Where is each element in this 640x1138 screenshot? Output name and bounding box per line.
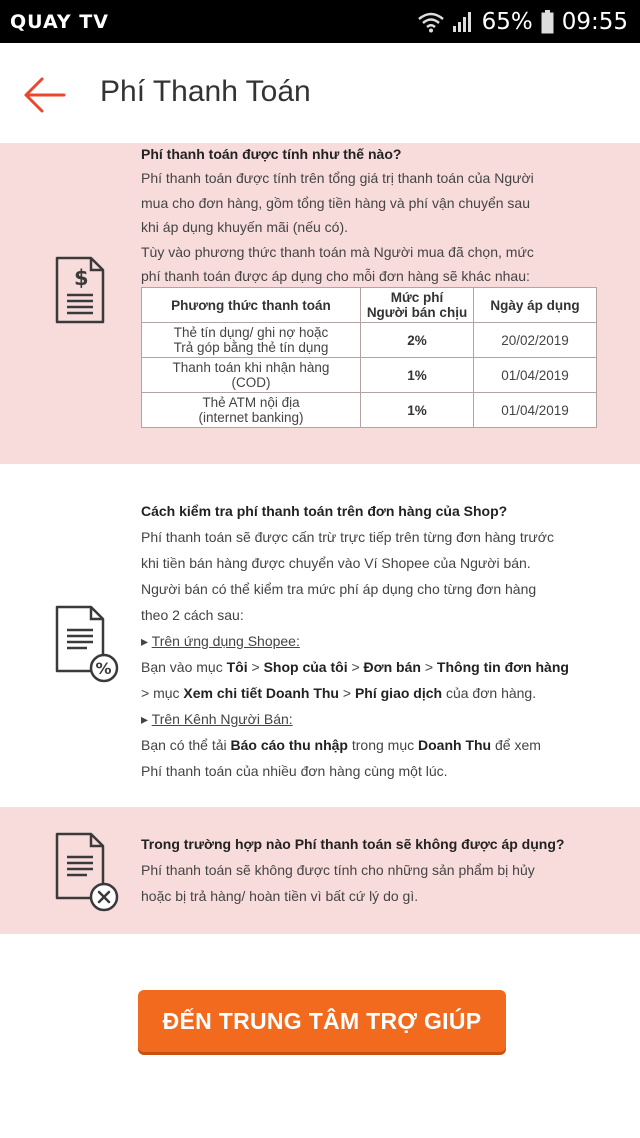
path-text: > mục [141, 685, 184, 701]
cell-method-line2: Trả góp bằng thẻ tín dụng [173, 340, 329, 355]
path-bold: Thông tin đơn hàng [436, 659, 569, 675]
cell-method [142, 323, 361, 358]
help-center-button[interactable]: ĐẾN TRUNG TÂM TRỢ GIÚP [138, 990, 506, 1052]
back-button[interactable] [22, 73, 66, 117]
cell-method-line1: Thanh toán khi nhận hàng [172, 360, 330, 375]
cell-method [142, 358, 361, 393]
clock: 09:55 [561, 9, 628, 35]
table-row [142, 323, 597, 358]
col-header-fee-line2: Người bán chịu [366, 305, 468, 320]
section1-line: Tùy vào phương thức thanh toán mà Người mua đã chọn, mức [141, 243, 534, 260]
cell-method-line1: Thẻ ATM nội địa [202, 395, 300, 410]
path-text: > [247, 659, 264, 675]
path-text: để xem [491, 737, 541, 753]
cell-fee: 2% [361, 323, 474, 358]
exception-section [0, 807, 640, 934]
path-text: Bạn vào mục [141, 659, 227, 675]
method-seller-path [141, 732, 569, 758]
cell-fee: 1% [361, 358, 474, 393]
cell-date: 20/02/2019 [474, 323, 597, 358]
app-logo: QUAY TV [10, 11, 109, 33]
col-header-fee [361, 288, 474, 323]
path-text: Bạn có thể tải [141, 737, 231, 753]
path-text: > [347, 659, 364, 675]
cell-method-line2: (internet banking) [198, 410, 304, 425]
section1-line: phí thanh toán được áp dụng cho mỗi đơn hàng sẽ khác nhau: [141, 268, 530, 285]
table-header-row [142, 288, 597, 323]
section3-heading: Trong trường hợp nào Phí thanh toán sẽ không được áp dụng? [141, 836, 565, 852]
section2-heading: Cách kiểm tra phí thanh toán trên đơn hàng của Shop? [141, 503, 508, 519]
cell-fee: 1% [361, 393, 474, 428]
path-text: trong mục [347, 737, 418, 753]
section1-line: khi áp dụng khuyến mãi (nếu có). [141, 219, 349, 236]
section1-text [141, 142, 534, 288]
section2-line: khi tiền bán hàng được chuyển vào Ví Shopee của Người bán. [141, 555, 531, 571]
section2-text [141, 498, 569, 784]
back-arrow-icon [22, 73, 66, 117]
path-bold: Doanh Thu [418, 737, 492, 753]
path-bold: Tôi [226, 659, 248, 675]
fee-table [141, 287, 597, 428]
table-row [142, 358, 597, 393]
status-bar [0, 0, 640, 43]
fee-calculation-section [0, 143, 640, 464]
method-app [141, 628, 569, 654]
path-bold: Đơn bán [363, 659, 421, 675]
method-app-title: Trên ứng dụng Shopee: [151, 633, 300, 649]
section2-line: Phí thanh toán sẽ được cấn trừ trực tiếp trên từng đơn hàng trước [141, 529, 554, 545]
section2-line: Người bán có thể kiểm tra mức phí áp dụng cho từng đơn hàng [141, 581, 537, 597]
section3-text [141, 831, 564, 909]
path-text: > [338, 685, 355, 701]
cell-method-line1: Thẻ tín dụng/ ghi nợ hoặc [173, 325, 329, 340]
bullet-icon: ▸ [141, 711, 149, 727]
check-fee-section [0, 464, 640, 807]
wifi-icon [418, 11, 444, 33]
path-bold: Shop của tôi [263, 659, 348, 675]
document-percent-icon [54, 604, 120, 684]
path-bold: Báo cáo thu nhập [230, 737, 348, 753]
col-header-date: Ngày áp dụng [474, 288, 597, 323]
section2-line: theo 2 cách sau: [141, 607, 244, 623]
cell-date: 01/04/2019 [474, 358, 597, 393]
svg-text:%: % [95, 659, 112, 678]
cell-method-line2: (COD) [231, 375, 271, 390]
battery-percent: 65% [481, 9, 533, 35]
path-bold: Xem chi tiết Doanh Thu [183, 685, 339, 701]
status-icons [418, 9, 628, 35]
table-row [142, 393, 597, 428]
method-app-path-2 [141, 680, 569, 706]
method-app-path [141, 654, 569, 680]
app-header [0, 43, 640, 143]
bullet-icon: ▸ [141, 633, 149, 649]
page-title: Phí Thanh Toán [100, 75, 311, 108]
path-text: > [420, 659, 437, 675]
svg-text:$: $ [74, 266, 89, 290]
section3-line: hoặc bị trả hàng/ hoàn tiền vì bất cứ lý do gì. [141, 888, 419, 904]
signal-icon [452, 11, 474, 33]
method-seller-line: Phí thanh toán của nhiều đơn hàng cùng một lúc. [141, 763, 448, 779]
document-cancel-icon [54, 831, 120, 915]
section1-heading: Phí thanh toán được tính như thế nào? [141, 146, 402, 162]
method-seller [141, 706, 569, 732]
cell-method [142, 393, 361, 428]
section1-line: mua cho đơn hàng, gồm tổng tiền hàng và phí vận chuyển sau [141, 194, 531, 211]
cell-date: 01/04/2019 [474, 393, 597, 428]
col-header-method: Phương thức thanh toán [142, 288, 361, 323]
invoice-dollar-icon [54, 255, 106, 325]
method-seller-title: Trên Kênh Người Bán: [151, 711, 293, 727]
battery-icon [541, 10, 554, 34]
section3-line: Phí thanh toán sẽ không được tính cho những sản phẩm bị hủy [141, 862, 535, 878]
path-text: của đơn hàng. [442, 685, 537, 701]
col-header-fee-line1: Mức phí [390, 290, 444, 305]
path-bold: Phí giao dịch [354, 685, 443, 701]
section1-line: Phí thanh toán được tính trên tổng giá trị thanh toán của Người [141, 170, 534, 187]
